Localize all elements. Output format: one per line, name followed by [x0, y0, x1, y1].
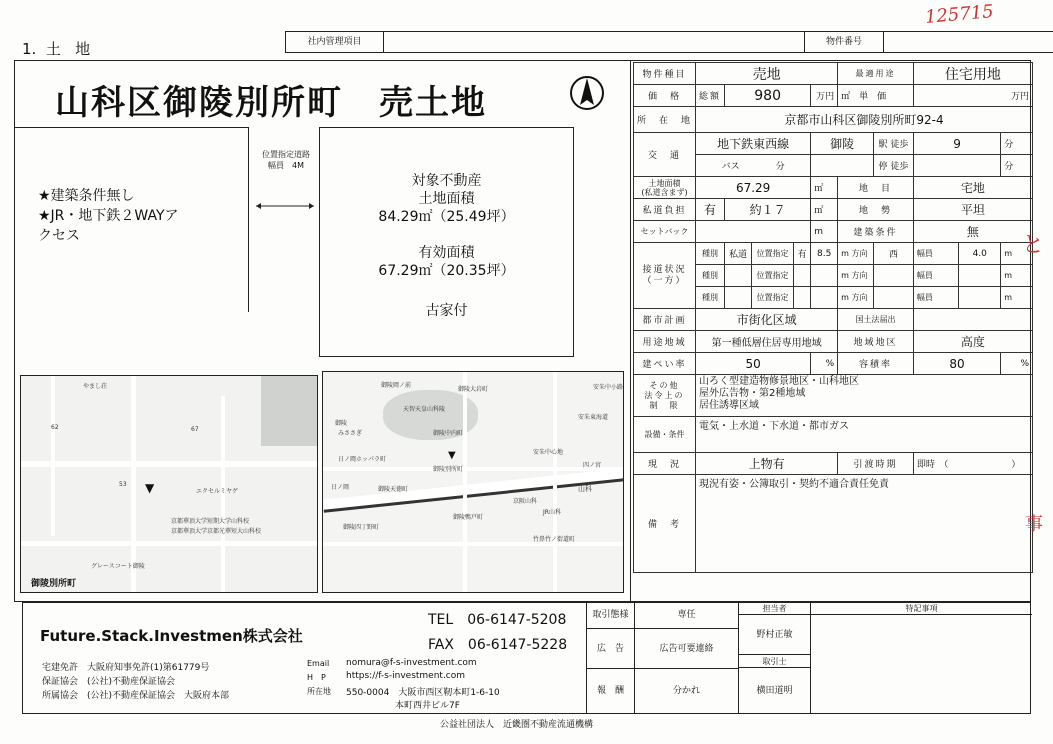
- email-label: Email: [307, 659, 330, 668]
- road2-type-label: 種別: [702, 271, 719, 280]
- land-area-label: 土地面積: [418, 191, 475, 207]
- road3-dir-label: 方向: [851, 293, 868, 302]
- delivery-value: 即時: [916, 460, 935, 470]
- map-right-label: 御陵四丁野町: [343, 524, 380, 531]
- private-road-value: 有: [704, 203, 717, 217]
- map-pin-icon: ▼: [448, 450, 456, 461]
- road-arrow: [254, 195, 314, 201]
- map-right-label: 御陵岡ノ前: [381, 382, 412, 389]
- use-value: 住宅用地: [944, 66, 1001, 83]
- plan-note-3: クセス: [38, 228, 80, 244]
- road-frontage-value: 4.0: [972, 248, 987, 259]
- far-label: 容積率: [859, 360, 893, 370]
- location-value: 京都市山科区御陵別所町92-4: [784, 113, 944, 127]
- fax-value: FAX 06-6147-5228: [428, 637, 568, 653]
- land-area-value: 84.29㎡（25.49坪）: [378, 209, 515, 225]
- main-divider: [630, 60, 631, 602]
- bldg-cond-value: 無: [966, 225, 979, 239]
- effective-label: 有効面積: [418, 245, 475, 261]
- unit-price-unit: 万円: [1010, 92, 1029, 102]
- road3-pos-label: 位置指定: [756, 293, 789, 302]
- road2-frontage-label: 幅員: [916, 271, 933, 280]
- internal-value: [384, 32, 804, 52]
- map-right-label: 御陵大岩町: [458, 386, 489, 393]
- chimoku-value: 宅地: [960, 181, 985, 195]
- map-pin-icon: ▼: [145, 481, 155, 495]
- effective-value: 67.29㎡（20.35坪）: [378, 263, 515, 279]
- road-frontage-label: 幅員: [916, 249, 933, 258]
- national-label: 国土法届出: [855, 315, 896, 324]
- setback-unit: m: [814, 226, 824, 237]
- ad-label: 広 告: [587, 629, 635, 669]
- mode-label: 取引態様: [587, 602, 635, 629]
- map-right-label: 竹鼻竹ノ街道町: [533, 536, 576, 543]
- map-right: [322, 371, 624, 593]
- delivery-label: 引渡時期: [853, 460, 898, 470]
- other-item: 屋外広告物・第2種地域: [699, 388, 806, 399]
- old-house-label: 古家付: [425, 303, 468, 319]
- far-value: 80: [949, 356, 965, 371]
- line-value: 地下鉄東西線: [717, 137, 790, 151]
- map-right-label: 日ノ岡ホッパラ町: [338, 456, 387, 463]
- map-right-label: 日ノ岡: [331, 484, 350, 491]
- chimoku-label: 地 目: [859, 184, 893, 194]
- use-label: 最適用途: [855, 69, 896, 78]
- email-value: nomura@f-s-investment.com: [346, 658, 477, 668]
- map-left-label: 京都華頂大学京都光華短大山科校: [171, 528, 262, 535]
- private-road-label: 私道負担: [642, 206, 687, 216]
- map-left-label: 62: [51, 424, 59, 431]
- road2-pos-label: 位置指定: [756, 271, 789, 280]
- road2-dir-label: 方向: [851, 271, 868, 280]
- ad-value: 広告可要連絡: [635, 629, 739, 669]
- price-label: 価 格: [648, 92, 682, 102]
- terrain-label: 地 勢: [859, 206, 893, 216]
- fee-label: 報 酬: [587, 669, 635, 714]
- map-left-label: 53: [119, 481, 127, 488]
- private-road-area: 約１７: [749, 203, 786, 217]
- zoning-value: 第一種低層住居専用地域: [711, 338, 822, 349]
- road-label: 接道状況 （一方）: [642, 264, 687, 286]
- walk2-label: 徒歩: [890, 162, 909, 172]
- tel-value: TEL 06-6147-5208: [428, 612, 567, 628]
- handwritten-mark: 事: [1025, 514, 1043, 535]
- bus-label: バス: [721, 162, 740, 172]
- stop-label: 停: [878, 162, 888, 172]
- road-dir-value: 西: [888, 250, 898, 260]
- map-left-label: エクセルミヤゲ: [196, 488, 239, 495]
- company-name: Future.Stack.Investmen株式会社: [40, 627, 303, 645]
- map-left-label: 京都華頂大学短期大学山科校: [171, 518, 250, 525]
- target-label: 対象不動産: [411, 173, 482, 189]
- walk-value: 9: [953, 136, 961, 151]
- city-plan-label: 都市計画: [642, 316, 687, 326]
- status-label: 現 況: [648, 460, 682, 470]
- road-pos-value: 有: [797, 250, 807, 260]
- footer-org: 公益社団法人 近畿圏不動産流通機構: [440, 720, 594, 730]
- plan-note-1: ★建築条件無し: [38, 188, 135, 204]
- map-right-label: 御陵天徳町: [378, 486, 409, 493]
- map-left: [20, 375, 318, 593]
- map-right-label: 御陵鴨戸町: [453, 514, 484, 521]
- map-right-label: 安朱中心地: [533, 449, 564, 456]
- map-right-label: みささぎ: [338, 430, 363, 437]
- internal-mgmt-bar: [285, 31, 1053, 53]
- mode-value: 専任: [635, 602, 739, 629]
- road-pos-label: 位置指定: [756, 249, 789, 258]
- delivery-paren: （ ）: [943, 460, 1021, 470]
- status-value: 上物有: [748, 457, 785, 471]
- road3-type-label: 種別: [702, 293, 719, 302]
- walk-label: 徒歩: [890, 140, 909, 150]
- fee-value: 分かれ: [635, 669, 739, 714]
- other-item: 居住誘導区域: [699, 400, 760, 411]
- bcr-label: 建ぺい率: [642, 360, 687, 370]
- far-unit: %: [1020, 358, 1029, 369]
- plan-note-2: ★JR・地下鉄２WAYア: [38, 208, 179, 224]
- road-frontage-unit: m: [1004, 249, 1013, 258]
- hp-value: https://f-s-investment.com: [346, 671, 466, 681]
- terrain-value: 平坦: [960, 203, 985, 217]
- area-label: 土地面積 (私道含まず): [641, 178, 688, 197]
- area-unit: ㎡: [814, 184, 824, 194]
- plan-area: [14, 125, 630, 370]
- road3-frontage-label: 幅員: [916, 293, 933, 302]
- station-value: 御陵: [830, 137, 855, 151]
- remarks-value: 現況有姿・公簿取引・契約不適合責任免責: [699, 479, 890, 490]
- road2-frontage-unit: m: [1004, 271, 1013, 280]
- agent-value: 横田道明: [739, 668, 811, 714]
- city-plan-value: 市街化区域: [736, 313, 797, 327]
- facility-value: 電気・上水道・下水道・都市ガス: [699, 421, 850, 432]
- price-unit: 万円: [816, 92, 835, 102]
- special-label: 特記事項: [811, 602, 1032, 615]
- map-right-label: 安朱東海道: [578, 414, 609, 421]
- map-left-label: 67: [191, 426, 199, 433]
- road-type-value: 私道: [728, 250, 747, 260]
- property-no-value: [884, 32, 1053, 52]
- district-label: 地域地区: [853, 338, 898, 348]
- road-note: 位置指定道路 幅員 4M: [262, 150, 310, 170]
- traffic-label: 交 通: [648, 151, 682, 161]
- bldg-cond-label: 建築条件: [853, 228, 898, 238]
- assoc-text: 保証協会 (公社)不動産保証協会: [42, 677, 176, 687]
- other-item: 山ろく型建造物修景地区・山科地区: [699, 376, 860, 387]
- map-right-label: 安朱中小路: [593, 384, 624, 391]
- road2-width-unit: m: [841, 271, 849, 280]
- spec-table: [633, 62, 1033, 573]
- property-no-label: 物件番号: [804, 32, 884, 52]
- map-right-label: 御陵別所町: [433, 466, 464, 473]
- road-type-label: 種別: [702, 249, 719, 258]
- total-label: 総額: [699, 92, 722, 102]
- map-right-label: 御陵: [335, 420, 348, 427]
- agent-label: 取引士: [739, 655, 811, 668]
- addr-line2: 本町西井ビル7F: [395, 701, 460, 711]
- section-title: 1. 土 地: [22, 40, 91, 58]
- location-label: 所 在 地: [637, 116, 693, 126]
- internal-label: 社内管理項目: [286, 32, 384, 52]
- setback-label: セットバック: [640, 227, 689, 236]
- road-width-unit: m: [841, 249, 849, 258]
- other-label: その他 法令上の 制 限: [644, 380, 685, 410]
- road-dir-label: 方向: [851, 249, 868, 258]
- map-left-label: やまし荘: [83, 383, 108, 390]
- deal-grid: [586, 602, 1031, 714]
- road3-width-unit: m: [841, 293, 849, 302]
- zoning-label: 用途地域: [642, 338, 687, 348]
- district-value: 高度: [960, 335, 985, 349]
- remarks-label: 備 考: [648, 520, 682, 530]
- walk-unit: 分: [1004, 140, 1014, 150]
- bcr-value: 50: [745, 356, 761, 371]
- walk2-unit: 分: [1004, 162, 1014, 172]
- map-left-label: グレースコート御陵: [91, 563, 145, 570]
- staff-value: 野村正敏: [739, 615, 811, 655]
- handwritten-note: 125715: [924, 1, 995, 28]
- hp-label: H P: [307, 673, 326, 682]
- road3-frontage-unit: m: [1004, 293, 1013, 302]
- area-value: 67.29: [735, 180, 771, 195]
- member-text: 所属協会 (公社)不動産保証協会 大阪府本部: [42, 691, 230, 701]
- map-right-label: 御陵中内町: [433, 430, 464, 437]
- map-right-label: 四ノ宮: [583, 462, 602, 469]
- kind-label: 物件種目: [642, 70, 687, 80]
- map-right-label: JR山科: [543, 509, 561, 516]
- handwritten-mark: と: [1022, 233, 1045, 258]
- map-right-label: 山科: [578, 485, 592, 493]
- map-left-caption: 御陵別所町: [31, 579, 77, 589]
- kind-value: 売地: [752, 66, 781, 83]
- private-road-unit: ㎡: [814, 206, 824, 216]
- page-title: 山科区御陵別所町 売土地: [55, 83, 487, 123]
- facility-label: 設備・条件: [644, 430, 685, 439]
- price-value: 980: [754, 87, 781, 104]
- road-width-value: 8.5: [817, 248, 832, 259]
- map-right-label: 天智天皇山科陵: [403, 406, 446, 413]
- staff-label: 担当者: [739, 602, 811, 615]
- addr-line1: 550-0004 大阪市西区靭本町1-6-10: [346, 688, 500, 698]
- license-text: 宅建免許 大阪府知事免許(1)第61779号: [42, 663, 210, 673]
- addr-label: 所在地: [307, 687, 331, 696]
- station-suffix: 駅: [878, 140, 888, 150]
- bcr-unit: %: [825, 358, 835, 369]
- unit-price-label: ㎡ 単 価: [841, 92, 887, 102]
- compass-icon: [568, 70, 606, 112]
- map-right-label: 京阪山科: [513, 498, 538, 505]
- bus-unit: 分: [775, 162, 785, 172]
